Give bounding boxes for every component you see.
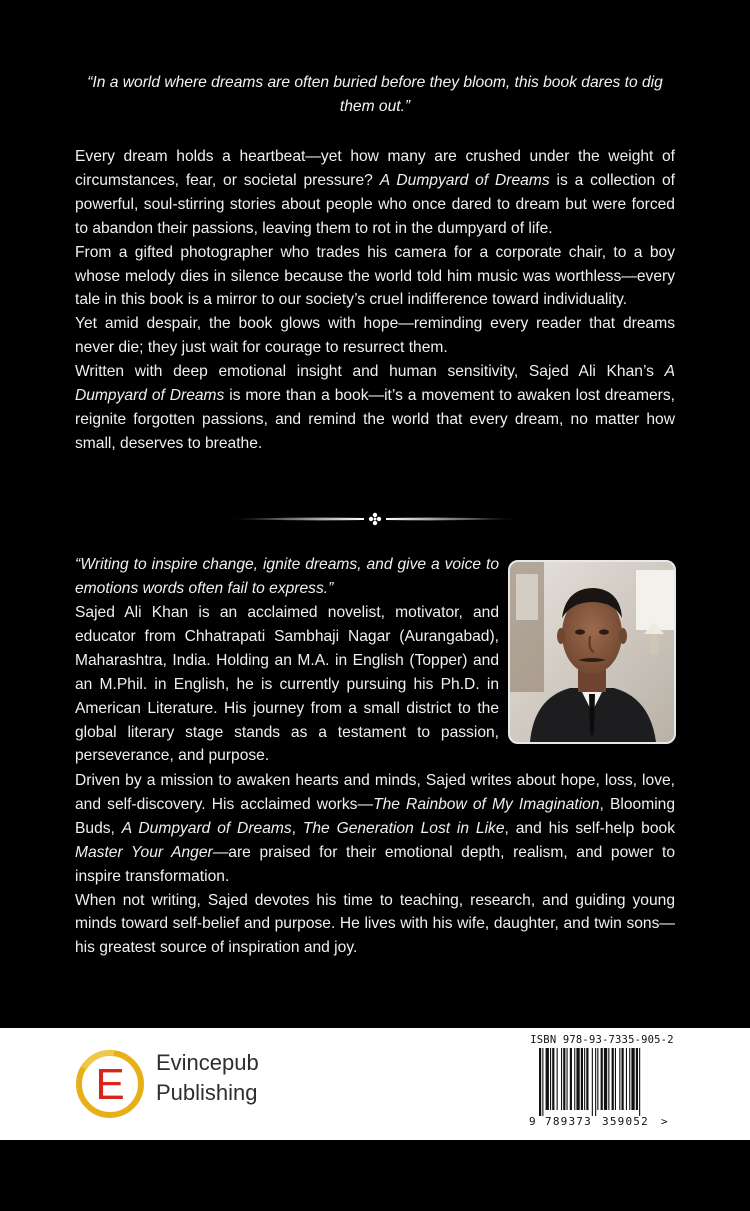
barcode-bar [576, 1048, 579, 1110]
barcode-bar [604, 1048, 607, 1110]
barcode-group-2: 359052 [602, 1115, 649, 1128]
author-bio-more [75, 769, 675, 960]
author-bio-1: Sajed Ali Khan is an acclaimed novelist, motivator, and educator from Chhatrapati Sambhaji Nagar (Aurangabad), Maharashtra, India. Holding an M.A. in English (Topper) and an M.Phil. in English, he is currently pursuing his Ph.D. in American Literature. His journey from a small district to the global literary stage stands as a testament to passion, perseverance, and purpose. [75, 604, 499, 765]
barcode-bar [557, 1048, 558, 1110]
blurb-paragraph-2: From a gifted photographer who trades his camera for a corporate chair, to a boy whose melody dies in silence because the world told him music was worthless—every tale in this book is a mirror to our society’s cruel indifference toward individuality. [75, 243, 675, 309]
author-photo [508, 560, 676, 744]
work-title: Master Your Anger [75, 843, 213, 861]
author-portrait [510, 562, 674, 742]
barcode-bar [542, 1048, 543, 1116]
book-title: A Dumpyard of Dreams [75, 363, 675, 405]
barcode-bars [527, 1048, 677, 1116]
author-quote: “Writing to inspire change, ignite dreams, and give a voice to emotions words often fail to express.” [75, 556, 499, 597]
barcode-bar [574, 1048, 575, 1110]
barcode-bar [601, 1048, 603, 1110]
logo-letter: E [95, 1060, 125, 1109]
work-title: The Generation Lost in Like [302, 819, 505, 837]
barcode-bar [550, 1048, 551, 1110]
barcode-bar [561, 1048, 562, 1110]
blurb-paragraph-1: Every dream holds a heartbeat—yet how many are crushed under the weight of circumstances, fear, or societal pressure? A Dumpyard of Dreams is a collection of powerful, soul-stirring stories about people who once dared to dream but were forced to abandon their passions, leaving them to rot in the dumpyard of life. [75, 148, 676, 237]
isbn-barcode [527, 1034, 677, 1130]
barcode-bar [581, 1048, 583, 1110]
publisher-logo [74, 1046, 274, 1122]
barcode-bar [570, 1048, 572, 1110]
blurb-paragraph-3: Yet amid despair, the book glows with hope—reminding every reader that dreams never die; they just wait for courage to resurrect them. [75, 315, 675, 357]
barcode-bar [595, 1048, 596, 1116]
barcode-bar [615, 1048, 616, 1110]
bottom-band [0, 1140, 750, 1211]
work-title: The Rainbow of My Imagination [373, 795, 600, 813]
top-quote: “In a world where dreams are often buried before they bloom, this book dares to dig them out.” [87, 74, 663, 115]
work-title: A Dumpyard of Dreams [121, 819, 292, 837]
barcode-bar [546, 1048, 549, 1110]
barcode-group-1: 789373 [545, 1115, 592, 1128]
blurb-paragraph-4: Written with deep emotional insight and human sensitivity, Sajed Ali Khan’s A Dumpyard of Dreams is more than a book—it’s a movement to awaken lost dreamers, reignite forgotten passions, and remind the world that every dream, no matter how small, deserves to breathe. [75, 363, 676, 452]
barcode-bar [619, 1048, 620, 1110]
publisher-name: Evincepub [156, 1050, 259, 1075]
book-title: A Dumpyard of Dreams [379, 171, 550, 189]
barcode-bar [539, 1048, 541, 1116]
barcode-bar [552, 1048, 554, 1110]
book-blurb [75, 145, 675, 456]
barcode-bar [626, 1048, 627, 1110]
author-bio-2: Driven by a mission to awaken hearts and minds, Sajed writes about hope, loss, love, and self-discovery. His acclaimed works—The Rainbow of My Imagination, Blooming Buds, A Dumpyard of Dreams, The Generation Lost in Like, and his self-help book Master Your Anger—are praised for their emotional depth, realism, and power to inspire transformation. [75, 772, 675, 885]
barcode-bar [629, 1048, 630, 1110]
publisher-logo-icon [74, 1046, 150, 1122]
barcode-bar [592, 1048, 593, 1116]
barcode-bar [563, 1048, 565, 1110]
publisher-wordmark [156, 1050, 259, 1106]
isbn-label: ISBN 978-93-7335-905-2 [530, 1034, 674, 1046]
barcode-end-mark: > [661, 1115, 668, 1128]
barcode-bar [597, 1048, 598, 1110]
barcode-bar [636, 1048, 638, 1110]
barcode-bar [612, 1048, 614, 1110]
publisher-sub: Publishing [156, 1080, 258, 1105]
barcode-bar [586, 1048, 588, 1110]
barcode-bar [631, 1048, 634, 1110]
barcode-first-digit: 9 [529, 1115, 536, 1128]
barcode-bar [639, 1048, 640, 1116]
author-bio-3: When not writing, Sajed devotes his time to teaching, research, and guiding young minds toward self-belief and purpose. He lives with his wife, daughter, and twin sons—his greatest source of inspiration and joy. [75, 891, 675, 957]
barcode-bar [584, 1048, 585, 1110]
barcode-bar [622, 1048, 624, 1110]
barcode-bar [608, 1048, 609, 1110]
ornamental-divider [228, 509, 522, 529]
barcode-bar [567, 1048, 568, 1110]
